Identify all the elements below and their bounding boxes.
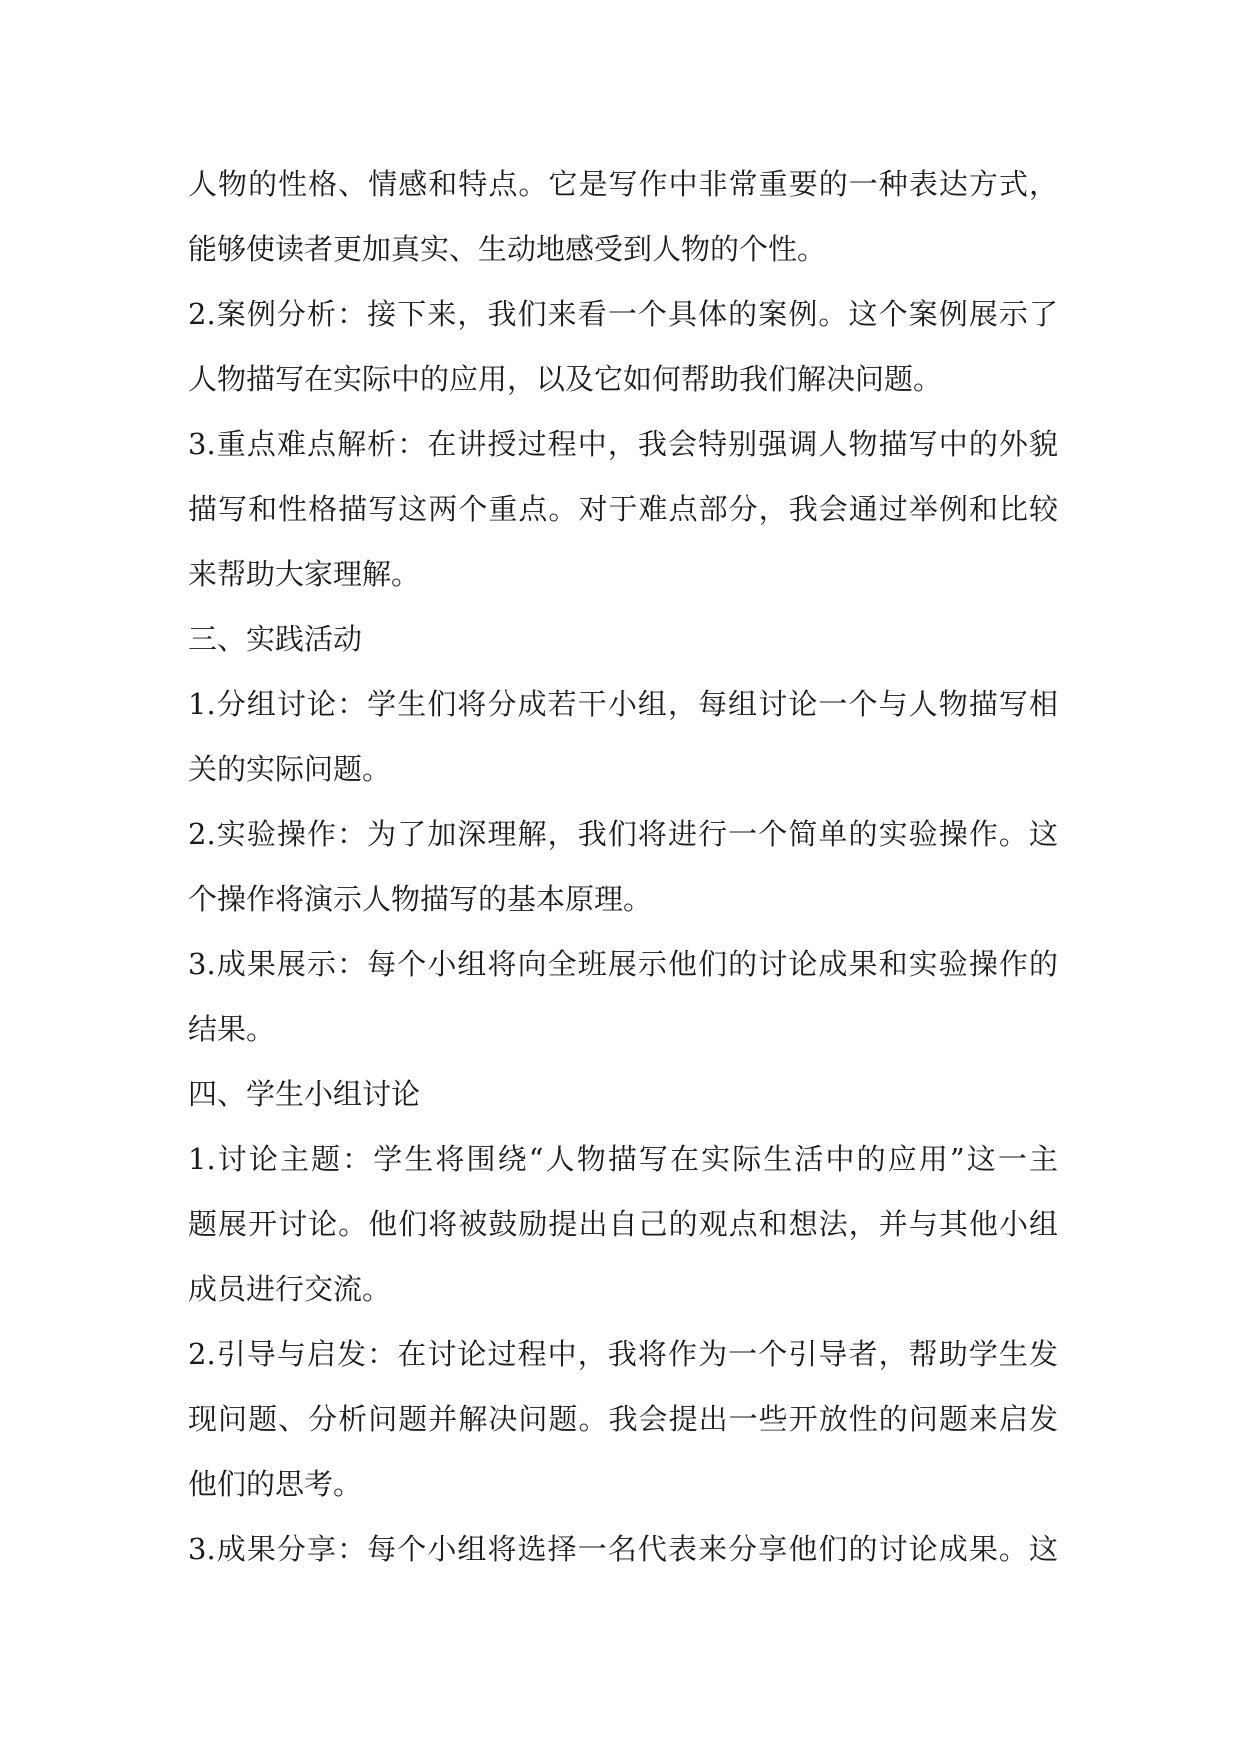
text-line: 2.案例分析：接下来，我们来看一个具体的案例。这个案例展示了	[188, 297, 1058, 331]
text-line: 题展开讨论。他们将被鼓励提出自己的观点和想法，并与其他小组	[188, 1207, 1058, 1241]
text-line: 他们的思考。	[188, 1467, 363, 1501]
text-line: 个操作将演示人物描写的基本原理。	[188, 882, 653, 916]
text-line: 3.成果分享：每个小组将选择一名代表来分享他们的讨论成果。这	[188, 1532, 1058, 1566]
text-line: 1.讨论主题：学生将围绕“人物描写在实际生活中的应用”这一主	[188, 1142, 1058, 1176]
text-line: 3.成果展示：每个小组将向全班展示他们的讨论成果和实验操作的	[188, 947, 1058, 981]
text-line: 现问题、分析问题并解决问题。我会提出一些开放性的问题来启发	[188, 1402, 1058, 1436]
text-line: 能够使读者更加真实、生动地感受到人物的个性。	[188, 232, 827, 266]
text-line: 1.分组讨论：学生们将分成若干小组，每组讨论一个与人物描写相	[188, 687, 1058, 721]
text-line: 2.实验操作：为了加深理解，我们将进行一个简单的实验操作。这	[188, 817, 1058, 851]
text-line: 来帮助大家理解。	[188, 557, 421, 591]
document-body	[188, 152, 1058, 1582]
text-line: 人物描写在实际中的应用，以及它如何帮助我们解决问题。	[188, 362, 943, 396]
text-line: 成员进行交流。	[188, 1272, 392, 1306]
section-heading: 四、学生小组讨论	[188, 1077, 421, 1111]
text-line: 结果。	[188, 1012, 276, 1046]
text-line: 关的实际问题。	[188, 752, 392, 786]
section-heading: 三、实践活动	[188, 622, 363, 656]
text-line: 2.引导与启发：在讨论过程中，我将作为一个引导者，帮助学生发	[188, 1337, 1058, 1371]
text-line: 3.重点难点解析：在讲授过程中，我会特别强调人物描写中的外貌	[188, 427, 1058, 461]
text-line: 描写和性格描写这两个重点。对于难点部分，我会通过举例和比较	[188, 492, 1058, 526]
text-line: 人物的性格、情感和特点。它是写作中非常重要的一种表达方式，	[188, 167, 1058, 201]
